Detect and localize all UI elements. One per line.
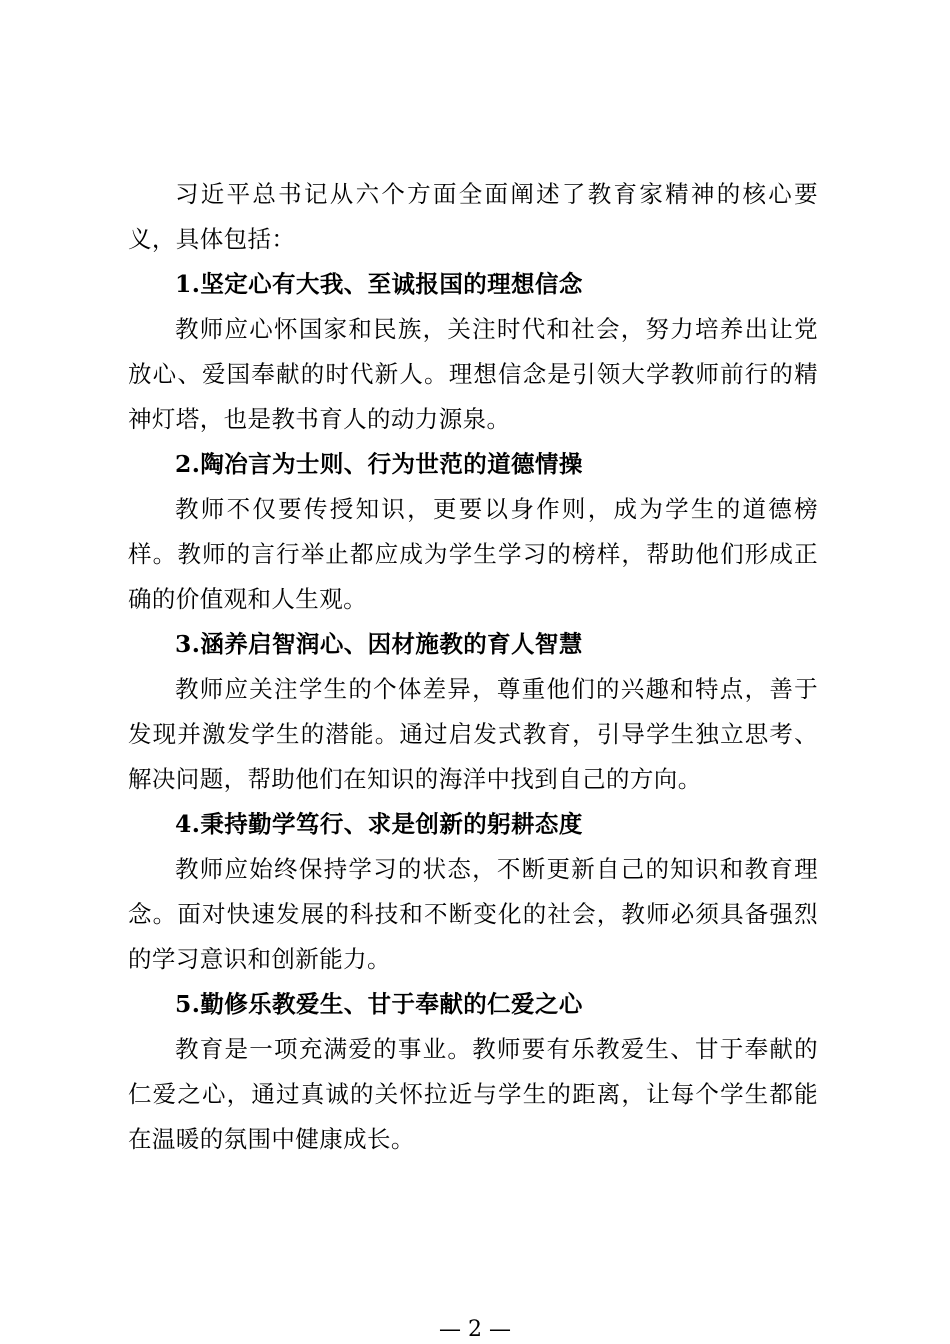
section-body-2: 教师不仅要传授知识，更要以身作则，成为学生的道德榜样。教师的言行举止都应成为学生学习的榜样，帮助他们形成正确的价值观和人生观。 xyxy=(128,495,818,613)
section-heading-5: 5.勤修乐教爱生、甘于奉献的仁爱之心 xyxy=(175,990,583,1018)
section-heading-3: 3.涵养启智润心、因材施教的育人智慧 xyxy=(175,630,583,658)
section-body-4: 教师应始终保持学习的状态，不断更新自己的知识和教育理念。面对快速发展的科技和不断变化的社会，教师必须具备强烈的学习意识和创新能力。 xyxy=(128,855,818,973)
section-heading-1: 1.坚定心有大我、至诚报国的理想信念 xyxy=(175,270,583,298)
section-body-3: 教师应关注学生的个体差异，尊重他们的兴趣和特点，善于发现并激发学生的潜能。通过启发式教育，引导学生独立思考、解决问题，帮助他们在知识的海洋中找到自己的方向。 xyxy=(128,675,818,793)
section-heading-2: 2.陶冶言为士则、行为世范的道德情操 xyxy=(175,450,583,478)
section-heading-4: 4.秉持勤学笃行、求是创新的躬耕态度 xyxy=(175,810,583,838)
document-body xyxy=(128,172,818,1162)
page-number: — 2 — xyxy=(439,1317,511,1342)
section-body-1: 教师应心怀国家和民族，关注时代和社会，努力培养出让党放心、爱国奉献的时代新人。理想信念是引领大学教师前行的精神灯塔，也是教书育人的动力源泉。 xyxy=(128,315,818,433)
intro-paragraph: 习近平总书记从六个方面全面阐述了教育家精神的核心要义，具体包括： xyxy=(128,180,818,253)
section-body-5: 教育是一项充满爱的事业。教师要有乐教爱生、甘于奉献的仁爱之心，通过真诚的关怀拉近与学生的距离，让每个学生都能在温暖的氛围中健康成长。 xyxy=(128,1035,818,1153)
